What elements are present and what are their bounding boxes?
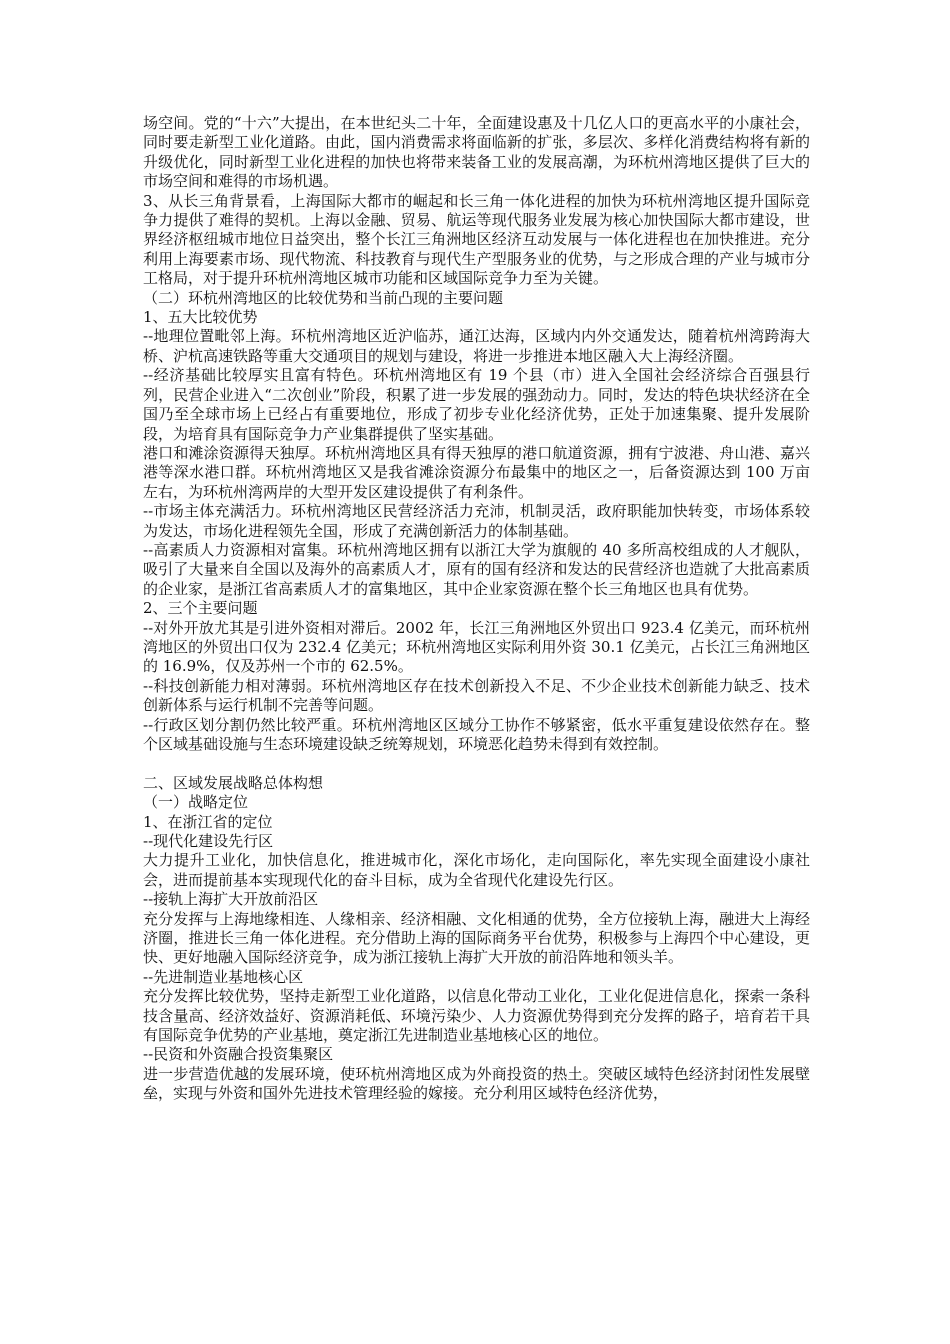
- subheading-strategic-positioning: （一）战略定位: [143, 793, 249, 812]
- paragraph-geographic-location: --地理位置毗邻上海。环杭州湾地区近沪临苏，通江达海，区域内内外交通发达，随着杭州湾跨海大桥、沪杭高速铁路等重大交通项目的规划与建设，将进一步推进本地区融入大上海经济圈。: [143, 327, 810, 365]
- paragraph-investment-cluster: 进一步营造优越的发展环境，使环杭州湾地区成为外商投资的热土。突破区域特色经济封闭性发展壁垒，实现与外资和国外先进技术管理经验的嫁接。充分利用区域特色经济优势，: [143, 1064, 810, 1103]
- paragraph-yangtze-delta-background: 3、从长三角背景看，上海国际大都市的崛起和长三角一体化进程的加快为环杭州湾地区提升国际竞争力提供了难得的契机。上海以金融、贸易、航运等现代服务业发展为核心加快国际大都市建设，世界经济枢纽城市地位日益突出，整个长江三角洲地区经济互动发展与一体化进程也在加快推进。充分利用上海要素市场、现代物流、科技教育与现代生产型服务业的优势，与之形成合理的产业与城市分工格局，对于提升环杭州湾地区城市功能和区域国际竞争力至为关键。: [143, 191, 810, 288]
- section-heading-strategy: 二、区域发展战略总体构想: [143, 773, 324, 792]
- item-heading-shanghai-frontier: --接轨上海扩大开放前沿区: [143, 890, 319, 909]
- paragraph-modernization-zone: 大力提升工业化，加快信息化，推进城市化，深化市场化，走向国际化，率先实现全面建设小康社会，进而提前基本实现现代化的奋斗目标，成为全省现代化建设先行区。: [143, 851, 810, 889]
- paragraph-human-resources: --高素质人力资源相对富集。环杭州湾地区拥有以浙江大学为旗舰的 40 多所高校组成的人才舰队，吸引了大量来自全国以及海外的高素质人才，原有的国有经济和发达的民营经济也造就了大批高素质的企业家，是浙江省高素质人才的富集地区，其中企业家资源在整个长三角地区也具有优势。: [143, 540, 810, 598]
- section-heading-comparative-advantages: （二）环杭州湾地区的比较优势和当前凸现的主要问题: [143, 288, 504, 307]
- paragraph-manufacturing-core: 充分发挥比较优势，坚持走新型工业化道路，以信息化带动工业化，工业化促进信息化，探索一条科技含量高、经济效益好、资源消耗低、环境污染少、人力资源优势得到充分发挥的路子，培育若干具有国际竞争优势的产业基地，奠定浙江先进制造业基地核心区的地位。: [143, 987, 810, 1045]
- paragraph-port-resources: 港口和滩涂资源得天独厚。环杭州湾地区具有得天独厚的港口航道资源，拥有宁波港、舟山港、嘉兴港等深水港口群。环杭州湾地区又是我省滩涂资源分布最集中的地区之一，后备资源达到 100 万亩左右，为环杭州湾两岸的大型开发区建设提供了有利条件。: [143, 443, 810, 501]
- paragraph-market-vitality: --市场主体充满活力。环杭州湾地区民营经济活力充沛，机制灵活，政府职能加快转变，市场体系较为发达，市场化进程领先全国，形成了充满创新活力的体制基础。: [143, 502, 810, 540]
- blank-line: [143, 754, 810, 773]
- paragraph-administrative-division: --行政区划分割仍然比较严重。环杭州湾地区区域分工协作不够紧密，低水平重复建设依然存在。整个区域基础设施与生态环境建设缺乏统筹规划，环境恶化趋势未得到有效控制。: [143, 715, 810, 753]
- subheading-three-problems: 2、三个主要问题: [143, 599, 258, 618]
- paragraph-shanghai-frontier: 充分发挥与上海地缘相连、人缘相亲、经济相融、文化相通的优势，全方位接轨上海，融进大上海经济圈，推进长三角一体化进程。充分借助上海的国际商务平台优势，积极参与上海四个中心建设，更快、更好地融入国际经济竞争，成为浙江接轨上海扩大开放的前沿阵地和领头羊。: [143, 909, 810, 967]
- paragraph-foreign-investment: --对外开放尤其是引进外资相对滞后。2002 年，长江三角洲地区外贸出口 923.4 亿美元，而环杭州湾地区的外贸出口仅为 232.4 亿美元；环杭州湾地区实际利用外资 30.1 亿美元，占长江三角洲地区的 16.9%，仅及苏州一个市的 62.5%。: [143, 618, 810, 676]
- subheading-zhejiang-positioning: 1、在浙江省的定位: [143, 812, 273, 831]
- item-heading-modernization-zone: --现代化建设先行区: [143, 832, 274, 851]
- paragraph-market-space: 场空间。党的“十六”大提出，在本世纪头二十年，全面建设惠及十几亿人口的更高水平的小康社会，同时要走新型工业化道路。由此，国内消费需求将面临新的扩张，多层次、多样化消费结构将有新的升级优化，同时新型工业化进程的加快也将带来装备工业的发展高潮，为环杭州湾地区提供了巨大的市场空间和难得的市场机遇。: [143, 114, 810, 191]
- paragraph-economic-foundation: --经济基础比较厚实且富有特色。环杭州湾地区有 19 个县（市）进入全国社会经济综合百强县行列，民营企业进入“二次创业”阶段，积累了进一步发展的强劲动力。同时，发达的特色块状经济在全国乃至全球市场上已经占有重要地位，形成了初步专业化经济优势，正处于加速集聚、提升发展阶段，为培育具有国际竞争力产业集群提供了坚实基础。: [143, 366, 810, 443]
- item-heading-manufacturing-core: --先进制造业基地核心区: [143, 967, 304, 986]
- item-heading-investment-cluster: --民资和外资融合投资集聚区: [143, 1045, 334, 1064]
- document-body: [143, 114, 810, 1104]
- subheading-five-advantages: 1、五大比较优势: [143, 308, 258, 327]
- paragraph-innovation-capacity: --科技创新能力相对薄弱。环杭州湾地区存在技术创新投入不足、不少企业技术创新能力缺乏、技术创新体系与运行机制不完善等问题。: [143, 676, 810, 715]
